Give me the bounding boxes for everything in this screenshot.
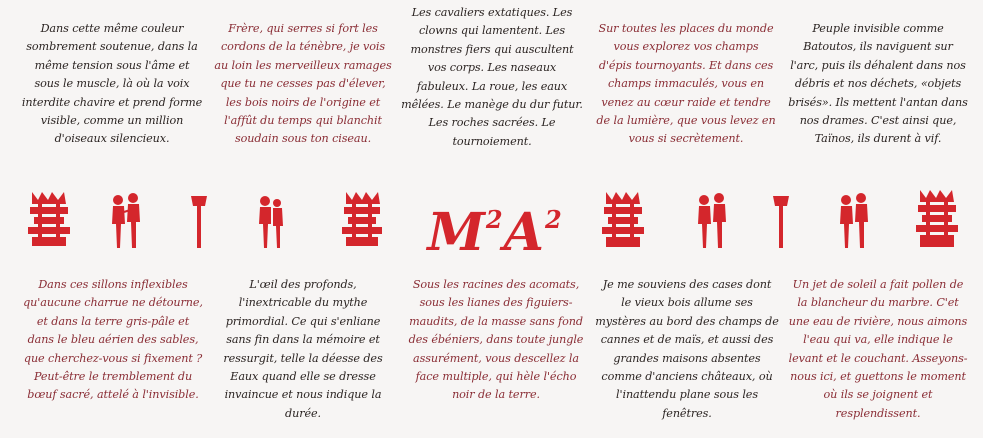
couple-figure-icon (836, 192, 872, 250)
poem-bottom-2: L'œil des profonds, l'inextricable du mythe primordial. Ce qui s'enliane sans fin dans la mémoire et ressurgit, telle la déesse des Eaux quand elle se dresse invaincue et nous indique la durée. (223, 278, 383, 420)
logo-sup-1: 2 (485, 205, 504, 234)
standing-figure-icon (770, 194, 792, 250)
poem-top-2: Frère, qui serres si fort les cordons de la ténèbre, je vois au loin les merveilleux ramages que tu ne cesses pas d'élever, les bois noirs de l'origine et l'affût du temps qui blanchit soudain sous ton ciseau. (214, 22, 392, 146)
stacked-sculpture-icon (340, 190, 384, 248)
couple-figure-icon (108, 192, 144, 250)
poem-bottom-1: Dans ces sillons inflexibles qu'aucune charrue ne détourne, et dans la terre gris-pâle et dans le bleu aérien des sables, que cherchez-vous si fixement ? Peut-être le tremblement du bœuf sacré, attelé à l'invisible. (23, 278, 203, 402)
poem-top-3: Les cavaliers extatiques. Les clowns qui lamentent. Les monstres fiers qui auscultent vos corps. Les naseaux fabuleux. La roue, les eaux mêlées. Le manège du dur futur. Les roches sacrées. Le tournoiement. (401, 6, 583, 148)
poem-top-1: Dans cette même couleur sombrement soutenue, dans la même tension sous l'âme et sous le muscle, là où la voix interdite chavire et prend forme visible, comme un million d'oiseaux silencieux. (21, 22, 203, 146)
stacked-sculpture-icon (26, 190, 72, 248)
poem-bottom-3: Sous les racines des acomats, sous les lianes des figuiers- maudits, de la masse sans fond des ébéniers, dans toute jungle assurément, vous descellez la face multiple, qui hèle l'écho noir de la terre. (408, 278, 584, 402)
logo-letter-a: A (503, 202, 545, 263)
logo-sup-2: 2 (544, 205, 563, 234)
couple-figure-icon (694, 192, 730, 250)
couple-figure-icon (256, 194, 286, 250)
m2a2-logo (420, 185, 570, 263)
poem-top-5: Peuple invisible comme Batoutos, ils naviguent sur l'arc, puis ils déhalent dans nos débris et nos déchets, «objets brisés». Ils mettent l'antan dans nos drames. C'est ainsi que, Taïnos, ils durent à vif. (788, 22, 968, 146)
poem-bottom-5: Un jet de soleil a fait pollen de la blancheur du marbre. C'et une eau de rivière, nous aimons l'eau qui va, elle indique le levant et le couchant. Asseyons- nous ici, et guettons le moment où ils se joignent et resplendissent. (788, 278, 968, 420)
logo-letter-m: M (427, 202, 486, 263)
stacked-sculpture-icon (914, 188, 960, 250)
stacked-sculpture-icon (600, 190, 646, 250)
standing-figure-icon (188, 194, 210, 250)
poem-top-4: Sur toutes les places du monde vous explorez vos champs d'épis tournoyants. Et dans ces champs immaculés, vous en venez au cœur raide et tendre de la lumière, que vous levez en vous si secrètement. (596, 22, 776, 146)
poem-bottom-4: Je me souviens des cases dont le vieux bois allume ses mystères au bord des champs de cannes et de maïs, et aussi des grandes maisons absentes comme d'anciens châteaux, où l'inattendu plane sous les fenêtres. (595, 278, 779, 420)
